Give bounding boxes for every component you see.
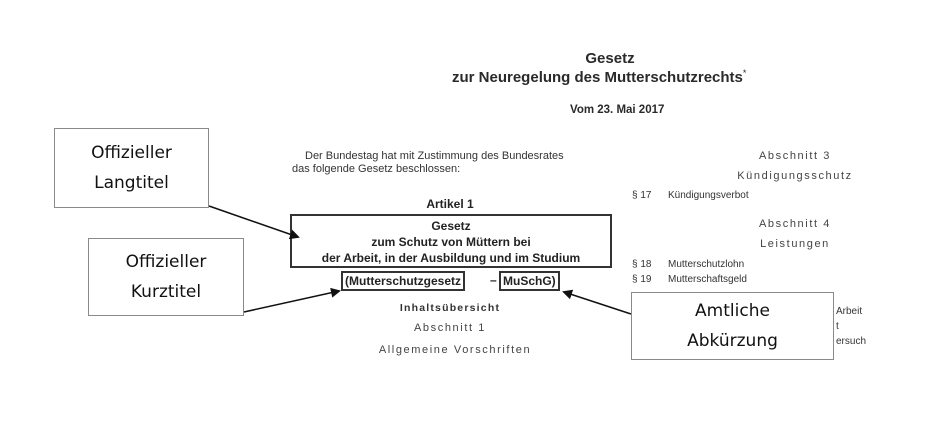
paragraph-18-title: Mutterschutzlohn — [668, 259, 745, 270]
arrow-short-title — [244, 291, 339, 312]
article-heading: Artikel 1 — [426, 197, 474, 211]
short-title-dash: – — [490, 273, 497, 287]
law-date: Vom 23. Mai 2017 — [570, 104, 665, 116]
section4-heading: Abschnitt 4 — [758, 218, 832, 230]
arrow-abbreviation — [564, 292, 631, 314]
toc-heading: Inhaltsübersicht — [399, 302, 501, 314]
footnote-mark: * — [742, 68, 747, 78]
paragraph-18-number: § 18 — [632, 259, 652, 270]
section4-title: Leistungen — [760, 238, 830, 250]
abbreviation-box: MuSchG) — [499, 271, 560, 291]
long-title-line1: Gesetz — [431, 219, 471, 233]
callout-long-title — [54, 128, 209, 208]
paragraph-17-title: Kündigungsverbot — [668, 190, 749, 201]
paragraph-17-number: § 17 — [632, 190, 652, 201]
law-title-line2: zur Neuregelung des Mutterschutzrechts* — [452, 68, 747, 86]
short-title-box: (Mutterschutzgesetz — [341, 271, 465, 291]
callout-abbreviation — [631, 292, 834, 360]
paragraph-19-number: § 19 — [632, 274, 652, 285]
long-title-line3: der Arbeit, in der Ausbildung und im Studium — [321, 251, 581, 265]
paragraph-19-title: Mutterschaftsgeld — [668, 274, 747, 285]
intro-line1: Der Bundestag hat mit Zustimmung des Bundesrates — [305, 150, 564, 162]
callout-long-title-text: Offizieller Langtitel — [91, 143, 172, 193]
section3-title: Kündigungsschutz — [737, 170, 853, 182]
callout-short-title-text: Offizieller Kurztitel — [125, 252, 207, 302]
callout-abbreviation-text: Amtliche Abkürzung — [687, 301, 778, 351]
section3-heading: Abschnitt 3 — [758, 150, 832, 162]
law-title-line1: Gesetz — [585, 50, 635, 67]
fragment-t: t — [836, 321, 839, 332]
fragment-ersuch: ersuch — [836, 336, 867, 347]
callout-short-title — [88, 238, 244, 316]
toc-section1: Abschnitt 1 — [413, 322, 487, 334]
arrow-long-title — [209, 206, 298, 237]
toc-section1-title: Allgemeine Vorschriften — [378, 344, 532, 356]
fragment-arbeit: Arbeit — [836, 306, 863, 317]
intro-line2: das folgende Gesetz beschlossen: — [292, 163, 461, 175]
long-title-line2: zum Schutz von Müttern bei — [371, 235, 531, 249]
